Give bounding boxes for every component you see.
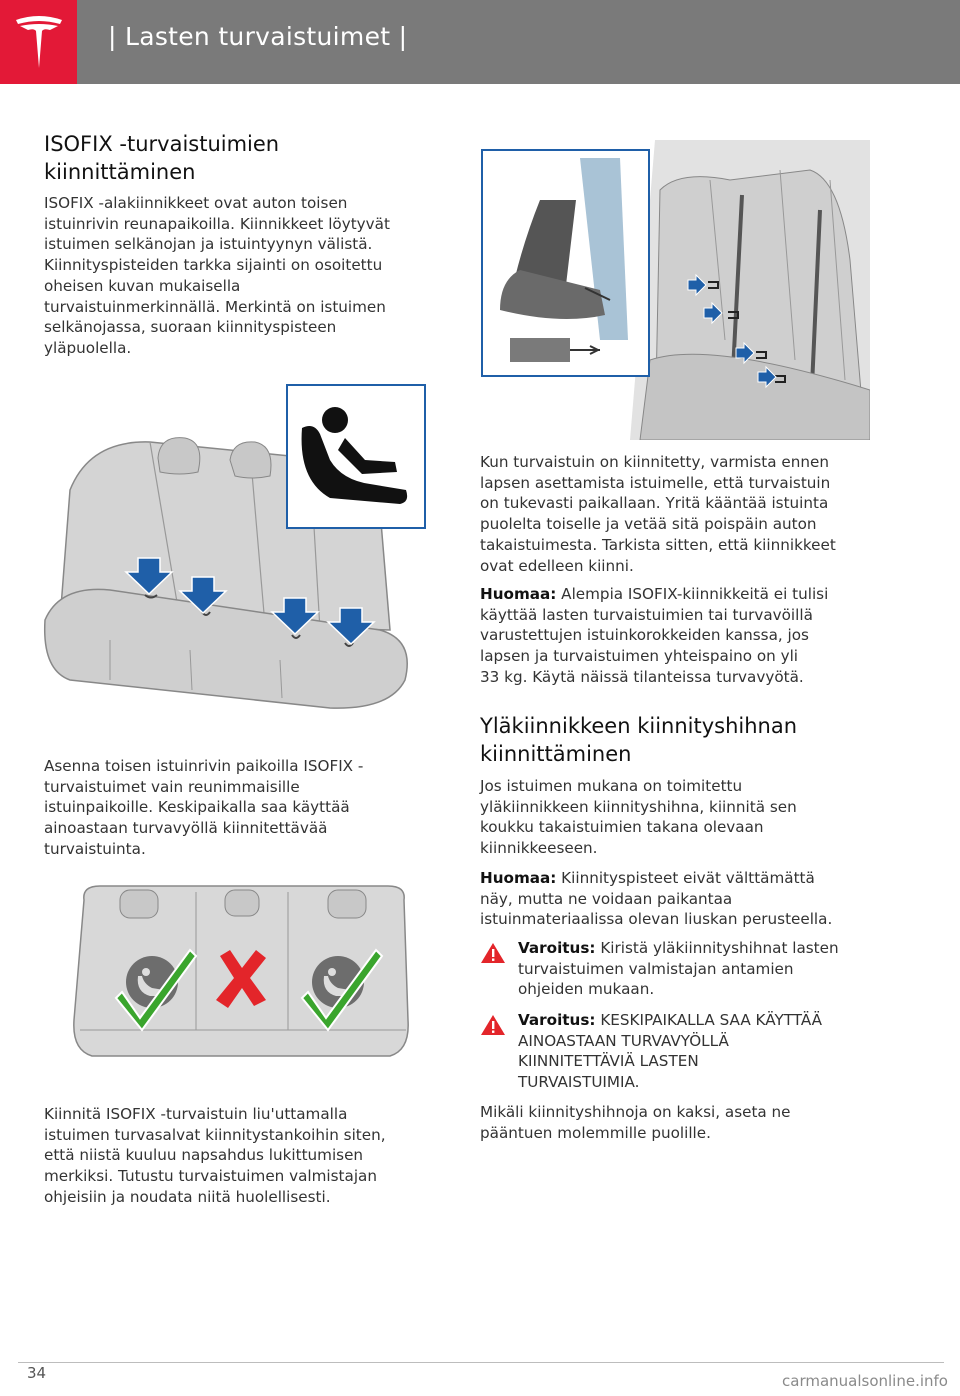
figure-allowed-seat-positions	[70, 880, 412, 1076]
text-line: selkänojassa, suoraan kiinnityspisteen	[44, 318, 337, 337]
text-line: oheisen kuvan mukaisella	[44, 276, 241, 295]
tesla-logo	[0, 0, 77, 84]
text-line: ISOFIX -alakiinnikkeet ovat auton toisen	[44, 194, 348, 212]
text-line: takaistuimesta. Tarkista sitten, että kiinnikkeet	[480, 535, 836, 554]
text-line: merkiksi. Tutustu turvaistuimen valmistajan	[44, 1167, 377, 1186]
text-line: ohjeisiin ja noudata niitä huolellisesti.	[44, 1187, 331, 1206]
footer-divider	[18, 1362, 944, 1363]
text-line: varustettujen istuinkorokkeiden kanssa, jos	[480, 626, 809, 645]
text-line: lapsen asettamista istuimelle, että turvaistuin	[480, 473, 831, 492]
note-label: Huomaa:	[480, 585, 557, 603]
note-text: Alempia ISOFIX-kiinnikkeitä ei tulisi	[556, 585, 829, 603]
figure-isofix-anchor-locations	[30, 380, 430, 715]
warning-text: Kiristä yläkiinnityshihnat lasten	[595, 939, 839, 957]
text-line: lapsen ja turvaistuimen yhteispaino on yli	[480, 647, 799, 666]
text-line: näy, mutta ne voidaan paikantaa	[480, 889, 733, 908]
text-line: ovat edelleen kiinni.	[480, 556, 634, 575]
text-line: istuinpaikoille. Keskipaikalla saa käyttää	[44, 798, 350, 817]
text-line: turvaistuinmerkinnällä. Merkintä on istuimen	[44, 297, 386, 316]
warning-label: Varoitus:	[518, 939, 596, 957]
text-line: istuimen selkänojan ja istuintyynyn välistä.	[44, 235, 373, 254]
warning-icon	[480, 942, 506, 964]
text-line: koukku takaistuimien takana olevaan	[480, 818, 764, 837]
text-line: ainoastaan turvavyöllä kiinnitettävää	[44, 819, 328, 838]
tesla-logo-icon	[14, 14, 64, 70]
warning-center-seat	[518, 1010, 822, 1093]
figure-isofix-connectors	[480, 140, 870, 440]
text-line: kiinnikkeeseen.	[480, 839, 598, 858]
page-header	[0, 0, 960, 84]
paragraph-check-installation	[480, 452, 836, 576]
heading-line: kiinnittäminen	[480, 742, 632, 766]
paragraph-top-tether	[480, 776, 797, 859]
text-line: istuinmateriaalissa olevan liuskan perusteella.	[480, 910, 833, 929]
text-line: käyttää lasten turvaistuimien tai turvavöillä	[480, 605, 813, 624]
text-line: Kun turvaistuin on kiinnitetty, varmista ennen	[480, 453, 829, 471]
text-line: AINOASTAAN TURVAVYÖLLÄ	[518, 1031, 729, 1050]
text-line: pääntuen molemmille puolille.	[480, 1123, 711, 1142]
note-anchor-points	[480, 868, 832, 930]
heading-isofix	[44, 130, 279, 186]
paragraph-two-tethers	[480, 1102, 791, 1143]
text-line: Jos istuimen mukana on toimitettu	[480, 777, 743, 795]
text-line: istuinrivin reunapaikoilla. Kiinnikkeet löytyvät	[44, 214, 390, 233]
text-line: ohjeiden mukaan.	[518, 980, 655, 999]
warning-icon	[480, 1014, 506, 1036]
watermark: carmanualsonline.info	[782, 1372, 948, 1390]
heading-top-tether	[480, 712, 797, 768]
heading-line: ISOFIX -turvaistuimien	[44, 132, 280, 156]
text-line: Kiinnityspisteiden tarkka sijainti on osoitettu	[44, 256, 383, 275]
paragraph-outer-seats	[44, 756, 363, 860]
text-line: 33 kg. Käytä näissä tilanteissa turvavyötä.	[480, 667, 804, 686]
intro-paragraph	[44, 193, 390, 359]
heading-line: kiinnittäminen	[44, 160, 196, 184]
text-line	[480, 584, 828, 605]
text-line: yläkiinnikkeen kiinnityshihna, kiinnitä sen	[480, 797, 797, 816]
text-line: istuimen turvasalvat kiinnitystankoihin siten,	[44, 1125, 386, 1144]
paragraph-attach-isofix	[44, 1104, 386, 1208]
note-weight-limit	[480, 584, 828, 688]
text-line: yläpuolella.	[44, 338, 132, 357]
text-line	[518, 1010, 822, 1031]
section-title: | Lasten turvaistuimet |	[108, 22, 408, 51]
text-line: turvaistuimet vain reunimmaisille	[44, 777, 300, 796]
text-line: Asenna toisen istuinrivin paikoilla ISOFIX -	[44, 757, 364, 775]
warning-tighten-tethers	[518, 938, 839, 1000]
note-text: Kiinnityspisteet eivät välttämättä	[556, 869, 815, 887]
text-line: puolelta toiselle ja vetää sitä poispäin auton	[480, 515, 817, 534]
text-line: Mikäli kiinnityshihnoja on kaksi, aseta ne	[480, 1103, 791, 1121]
text-line: TURVAISTUIMIA.	[518, 1073, 640, 1092]
text-line: KIINNITETTÄVIÄ LASTEN	[518, 1052, 699, 1071]
text-line: Kiinnitä ISOFIX -turvaistuin liu'uttamalla	[44, 1105, 348, 1123]
warning-label: Varoitus:	[518, 1011, 596, 1029]
text-line	[518, 938, 839, 959]
text-line: on tukevasti paikallaan. Yritä kääntää istuinta	[480, 494, 829, 513]
heading-line: Yläkiinnikkeen kiinnityshihnan	[480, 714, 798, 738]
note-label: Huomaa:	[480, 869, 557, 887]
page-number: 34	[27, 1364, 47, 1382]
text-line: turvaistuimen valmistajan antamien	[518, 959, 794, 978]
text-line	[480, 868, 832, 889]
text-line: että niistä kuuluu napsahdus lukittumisen	[44, 1146, 364, 1165]
text-line: turvaistuinta.	[44, 839, 146, 858]
warning-text: KESKIPAIKALLA SAA KÄYTTÄÄ	[595, 1011, 823, 1029]
